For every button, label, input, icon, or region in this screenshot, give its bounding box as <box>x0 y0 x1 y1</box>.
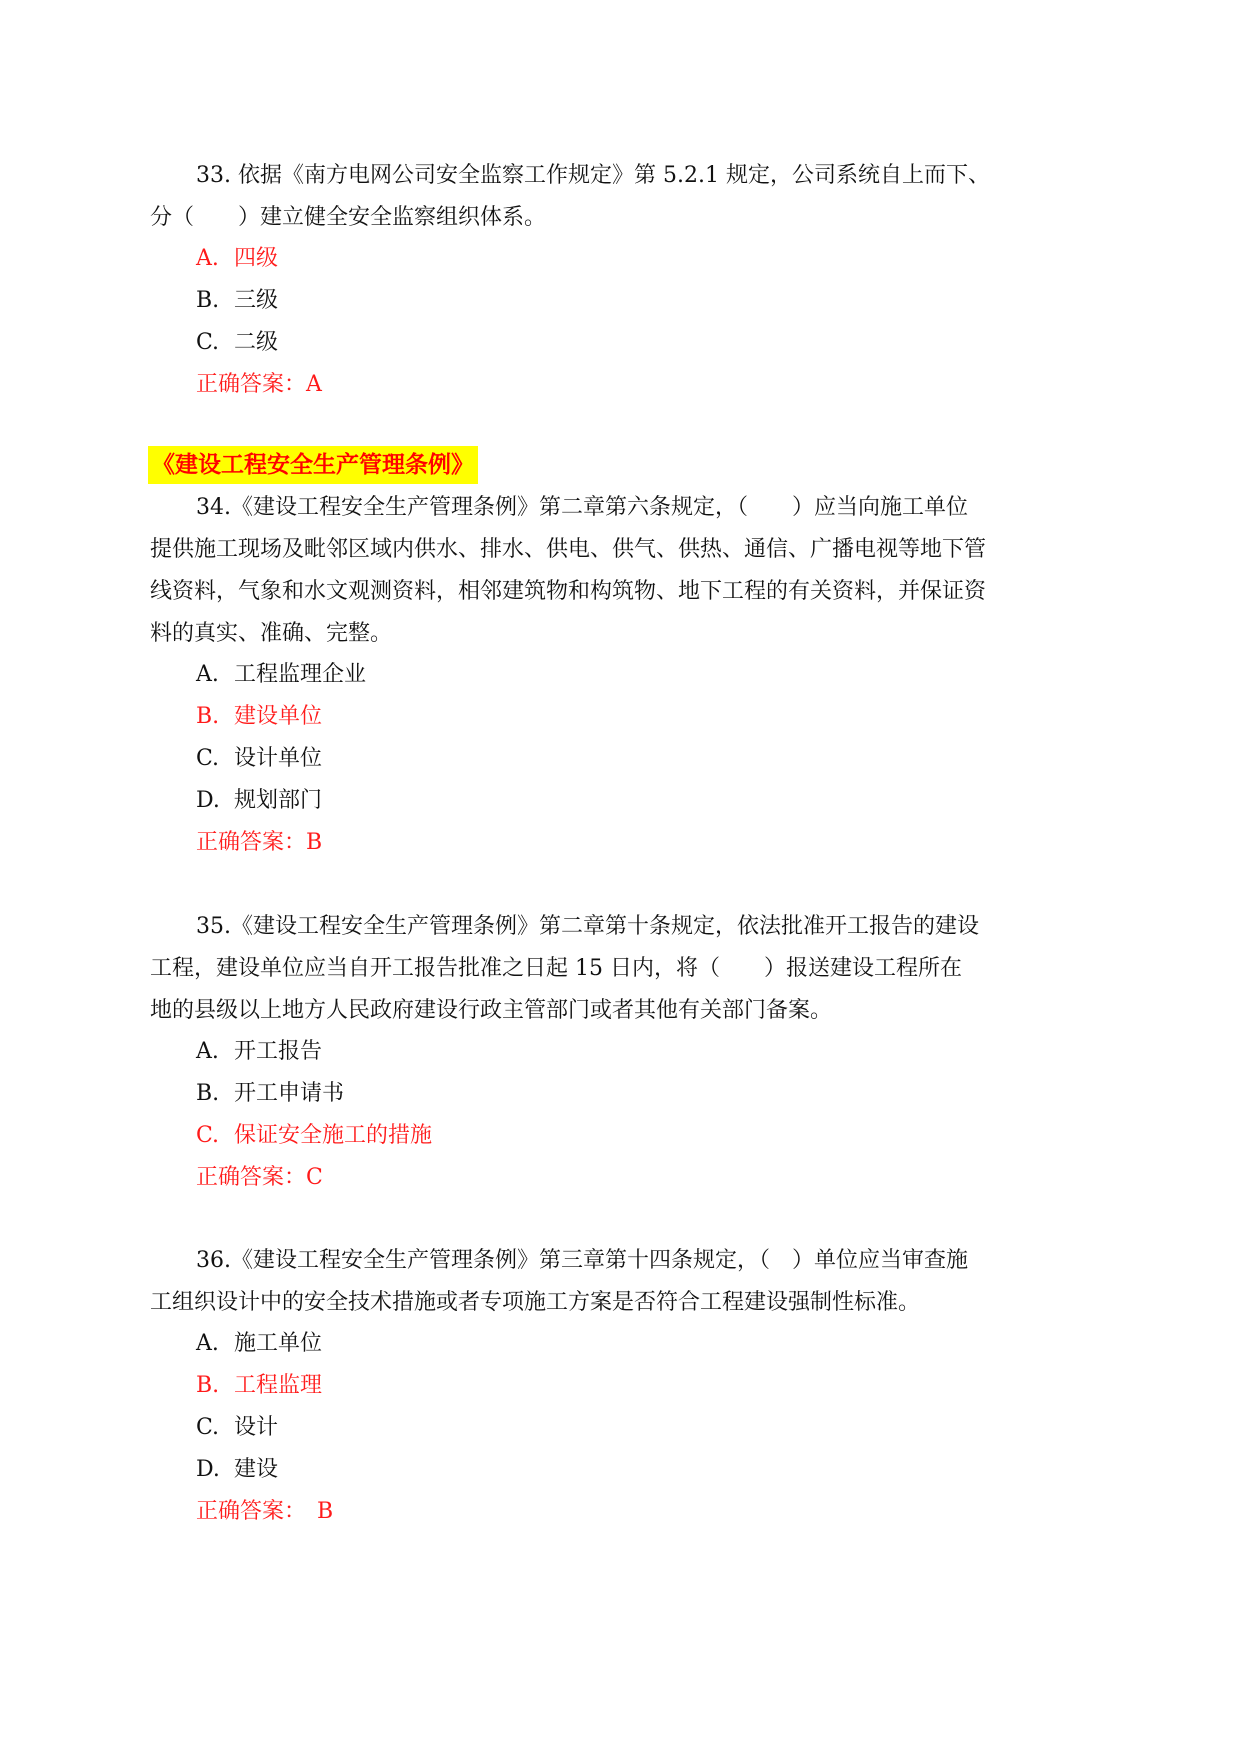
option-letter: B. <box>196 1373 220 1398</box>
option-letter: D. <box>196 788 220 813</box>
option-text: 工程监理 <box>234 1373 323 1398</box>
option-text: 规划部门 <box>234 788 323 813</box>
question-35-line-1: 35.《建设工程安全生产管理条例》第二章第十条规定，依法批准开工报告的建设 <box>196 914 979 939</box>
option-text: 工程监理企业 <box>234 662 367 687</box>
option-letter: B. <box>196 704 220 729</box>
question-35-line-3: 地的县级以上地方人民政府建设行政主管部门或者其他有关部门备案。 <box>150 998 833 1023</box>
option-letter: C. <box>196 330 220 355</box>
option-letter: C. <box>196 1415 220 1440</box>
question-34-option-d <box>196 786 322 816</box>
option-letter: A. <box>196 1039 219 1064</box>
question-33-option-c <box>196 328 278 358</box>
section-heading: 《建设工程安全生产管理条例》 <box>148 446 478 484</box>
question-34-answer: 正确答案：B <box>196 830 323 855</box>
option-letter: B. <box>196 288 220 313</box>
option-text: 设计 <box>234 1415 279 1440</box>
question-34-line-2: 提供施工现场及毗邻区域内供水、排水、供电、供气、供热、通信、广播电视等地下管 <box>150 537 987 562</box>
question-34-option-c <box>196 744 322 774</box>
option-text: 开工申请书 <box>234 1081 345 1106</box>
question-35-option-b <box>196 1079 344 1109</box>
option-text: 施工单位 <box>234 1331 323 1356</box>
question-35-option-c <box>196 1121 432 1151</box>
question-33-line-1: 33. 依据《南方电网公司安全监察工作规定》第 5.2.1 规定，公司系统自上而下、 <box>196 163 990 188</box>
question-33-answer: 正确答案：A <box>196 372 322 397</box>
question-34-line-1: 34.《建设工程安全生产管理条例》第二章第六条规定，（ ）应当向施工单位 <box>196 495 968 520</box>
question-35-line-2: 工程，建设单位应当自开工报告批准之日起 15 日内，将（ ）报送建设工程所在 <box>150 956 962 981</box>
question-36-line-2: 工组织设计中的安全技术措施或者专项施工方案是否符合工程建设强制性标准。 <box>150 1290 921 1315</box>
option-text: 建设单位 <box>234 704 323 729</box>
option-letter: C. <box>196 746 220 771</box>
question-36-option-b <box>196 1371 322 1401</box>
option-text: 建设 <box>234 1457 279 1482</box>
option-letter: B. <box>196 1081 220 1106</box>
option-letter: D. <box>196 1457 220 1482</box>
question-35-answer: 正确答案：C <box>196 1165 323 1190</box>
option-text: 设计单位 <box>234 746 323 771</box>
question-33-line-2: 分（ ）建立健全安全监察组织体系。 <box>150 205 547 230</box>
question-35-option-a <box>196 1037 322 1067</box>
question-36-option-d <box>196 1455 278 1485</box>
option-letter: C. <box>196 1123 220 1148</box>
option-letter: A. <box>196 246 219 271</box>
option-text: 保证安全施工的措施 <box>234 1123 433 1148</box>
question-36-option-c <box>196 1413 278 1443</box>
option-text: 三级 <box>234 288 279 313</box>
question-36-option-a <box>196 1329 322 1359</box>
option-text: 四级 <box>234 246 279 271</box>
question-36-answer: 正确答案： B <box>196 1499 334 1524</box>
option-text: 开工报告 <box>234 1039 323 1064</box>
option-letter: A. <box>196 1331 219 1356</box>
option-text: 二级 <box>234 330 279 355</box>
option-letter: A. <box>196 662 219 687</box>
question-36-line-1: 36.《建设工程安全生产管理条例》第三章第十四条规定，（ ）单位应当审查施 <box>196 1248 968 1273</box>
question-33-option-b <box>196 286 278 316</box>
question-34-option-a <box>196 660 366 690</box>
question-34-option-b <box>196 702 322 732</box>
question-34-line-3: 线资料，气象和水文观测资料，相邻建筑物和构筑物、地下工程的有关资料，并保证资 <box>150 579 987 604</box>
question-33-option-a <box>196 244 278 274</box>
question-34-line-4: 料的真实、准确、完整。 <box>150 621 393 646</box>
